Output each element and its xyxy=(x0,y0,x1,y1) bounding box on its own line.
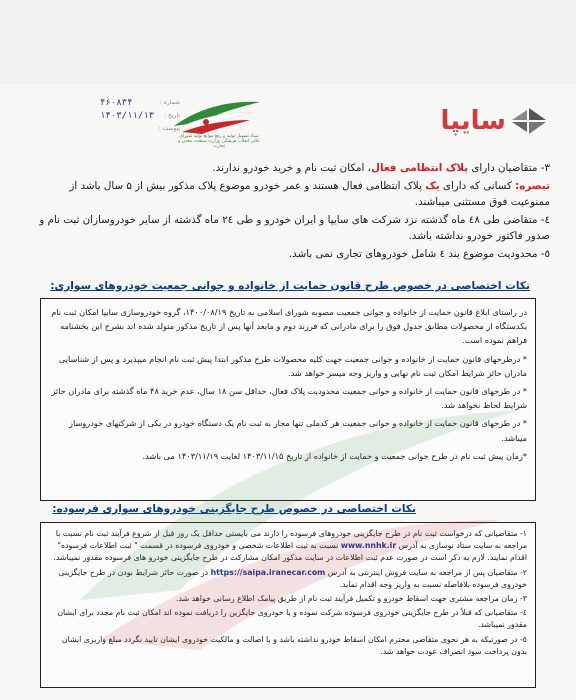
replacement-plan-box xyxy=(40,522,536,688)
letter-date: ۱۴۰۳/۱۱/۱۳ xyxy=(100,110,155,121)
letter-meta xyxy=(100,96,180,135)
government-emblem xyxy=(166,96,266,150)
replacement-item-4: ٤- متقاضیانی که قبلاً در طرح جایگزینی خودروی فرسوده شرکت نموده و یا خودروی جایگزین را دریافت نموده اند امکان ثبت نام مجدد برای ایشان مقدور نمیباشد. xyxy=(57,608,527,630)
condition-item-3 xyxy=(30,160,550,177)
text-run: ، امکان ثبت نام و خرید خودرو ندارند. xyxy=(212,162,372,174)
replacement-item-5: ٥- در صورتیکه به هر نحوی متقاضی محترم امکان اسقاط خودرو نداشته باشد و یا اصالت و مالکیت خودروی ایشان تایید نگردد مبلغ واریزی ایشان بدون پرداخت سود انصراف عودت خواهد شد. xyxy=(61,634,527,656)
flag-emblem-icon xyxy=(166,96,266,136)
highlight-text: پلاک انتظامی فعال xyxy=(371,162,469,174)
note-label: تبصره: xyxy=(515,179,550,192)
family-plan-paragraph: * درطرحهای قانون حمایت از خانواده و جوانی جمعیت جهت کلیه محصولات طرح مذکور ابتدا پیش ثبت نام انجام میپذیرد و پس از شناسایی مادران حائز شرایط امکان ثبت نام نهایی و واریز وجه میسر خواهد شد. xyxy=(58,353,527,378)
section-heading-family-plan: نکات اختصاصی در خصوص طرح قانون حمایت از خانواده و جوانی جمعیت خودروهای سواری: xyxy=(50,280,530,292)
paper-top-band xyxy=(0,0,576,84)
meta-label: پیوست : xyxy=(158,125,180,132)
emblem-caption: ستاد تسهیل تولید و رفع موانع تولید شورای عالی انقلاب فرهنگی وزارت صنعت، معدن و تجارت xyxy=(178,134,260,149)
section-heading-replacement-plan: نکات اختصاصی در خصوص طرح جایگزینی خودروهای سواری فرسوده: xyxy=(52,503,416,515)
replacement-item-2 xyxy=(49,567,527,591)
saipa-logo xyxy=(428,106,548,136)
text-run: در صورت حائز شرایط بودن در طرح جایگزینی خودروی فرسوده بلافاصله نسبت به واریز وجه اقدام نماید. xyxy=(58,567,527,589)
family-plan-paragraph: * در طرحهای قانون حمایت از خانواده و جوانی جمعیت هر کدملی تنها مجاز به ثبت نام یک دستگاه خودرو در یکی از شرکتهای خودروساز میباشد. xyxy=(69,418,527,443)
family-plan-paragraph: در راستای ابلاغ قانون حمایت از خانواده و جوانی جمعیت مصوبه شورای اسلامی به تاریخ ۱۴۰۰/۰۸/۱۹، گروه خودروسازی سایپا امکان ثبت نام یکدستگاه از محصولات مطابق جدول فوق را برای مادرانی که فرزند دوم و مابعد آنها پس از تاریخ مذکور متولد شده اند بشرح این بخشنامه فراهم نموده است. xyxy=(51,307,527,346)
brand-name: سایپا xyxy=(440,106,506,136)
family-plan-paragraph: * در طرحهای قانون حمایت از خانواده و جوانی جمعیت محدودیت پلاک فعال، حداقل سن ۱۸ سال، عدم خرید ۴۸ ماه گذشته برای مادران حائز شرایط لحاظ نخواهد شد. xyxy=(51,386,527,411)
iranecar-link[interactable]: https://saipa.iranecar.com xyxy=(210,567,326,577)
text-run: ۱- متقاضیانی که درخواست ثبت نام در طرح جایگزینی خودروهای فرسوده را دارند می بایستی حداقل یک روز قبل از شروع فرآیند ثبت نام نسبت با مراجعه به سایت ستاد نوسازی به آدرس xyxy=(55,529,527,551)
condition-note xyxy=(30,178,550,211)
replacement-item-3: ۳- زمان مراجعه مشتری جهت اسقاط خودرو و تکمیل فرآیند ثبت نام از طریق پیامک اطلاع رسانی خواهد شد. xyxy=(176,594,527,604)
family-plan-box xyxy=(40,298,536,501)
text-run: نسبت به ثبت اطلاعات شخصی و خودروی فرسوده در قسمت " ثبت اطلاعات فرسوده" اقدام نمایند. لازم به ذکر است در صورت عدم ثبت اطلاعات در سایت مذکور امکان مشارکت در طرح جایگزینی خودرو های فرسوده مقدور نمیباشد. xyxy=(53,541,527,563)
saipa-emblem-icon xyxy=(510,106,548,136)
text-run: ۲- متقاضیان پس از مراجعه به سایت فروش اینترنتی به آدرس xyxy=(325,567,527,577)
condition-item-5: ٥- محدودیت موضوع بند ٤ شامل خودروهای تجاری نمی باشد. xyxy=(288,247,550,260)
text-run: پلاک انتظامی فعال هستند و عمر خودرو موضوع پلاک مذکور بیش از ۵ سال باشد از ممنوعیت فوق مستثنی میباشند. xyxy=(69,179,550,208)
nnhk-link[interactable]: www.nnhk.ir xyxy=(340,541,397,551)
text-run: ۳- متقاضیان دارای xyxy=(468,162,550,174)
meta-row-attachment xyxy=(100,122,180,135)
meta-label: تاریخ : xyxy=(164,112,180,119)
replacement-item-1 xyxy=(49,528,527,565)
letter-number: ۴۶۰۸۳۴ xyxy=(100,97,133,108)
meta-row-date xyxy=(100,109,180,122)
highlight-text: یک xyxy=(425,179,440,192)
text-run: کسانی که دارای xyxy=(439,179,516,192)
letterhead xyxy=(0,86,576,156)
condition-item-4: ٤- متقاضی طی ٤٨ ماه گذشته نزد شرکت های سایپا و ایران خودرو و طی ٢٤ ماه گذشته از سایر خودروسازان ثبت نام و صدور فاکتور خودرو نداشته باشد. xyxy=(39,213,550,242)
meta-label: شماره : xyxy=(159,99,180,106)
general-conditions xyxy=(30,160,550,263)
family-plan-paragraph: *زمان پیش ثبت نام در طرح جوانی جمعیت و حمایت از خانواده از تاریخ ۱۴۰۳/۱۱/۱۵ لغایت ۱۴۰۳/۱۱/۱۹ می باشد. xyxy=(142,450,527,461)
meta-row-number xyxy=(100,96,180,109)
